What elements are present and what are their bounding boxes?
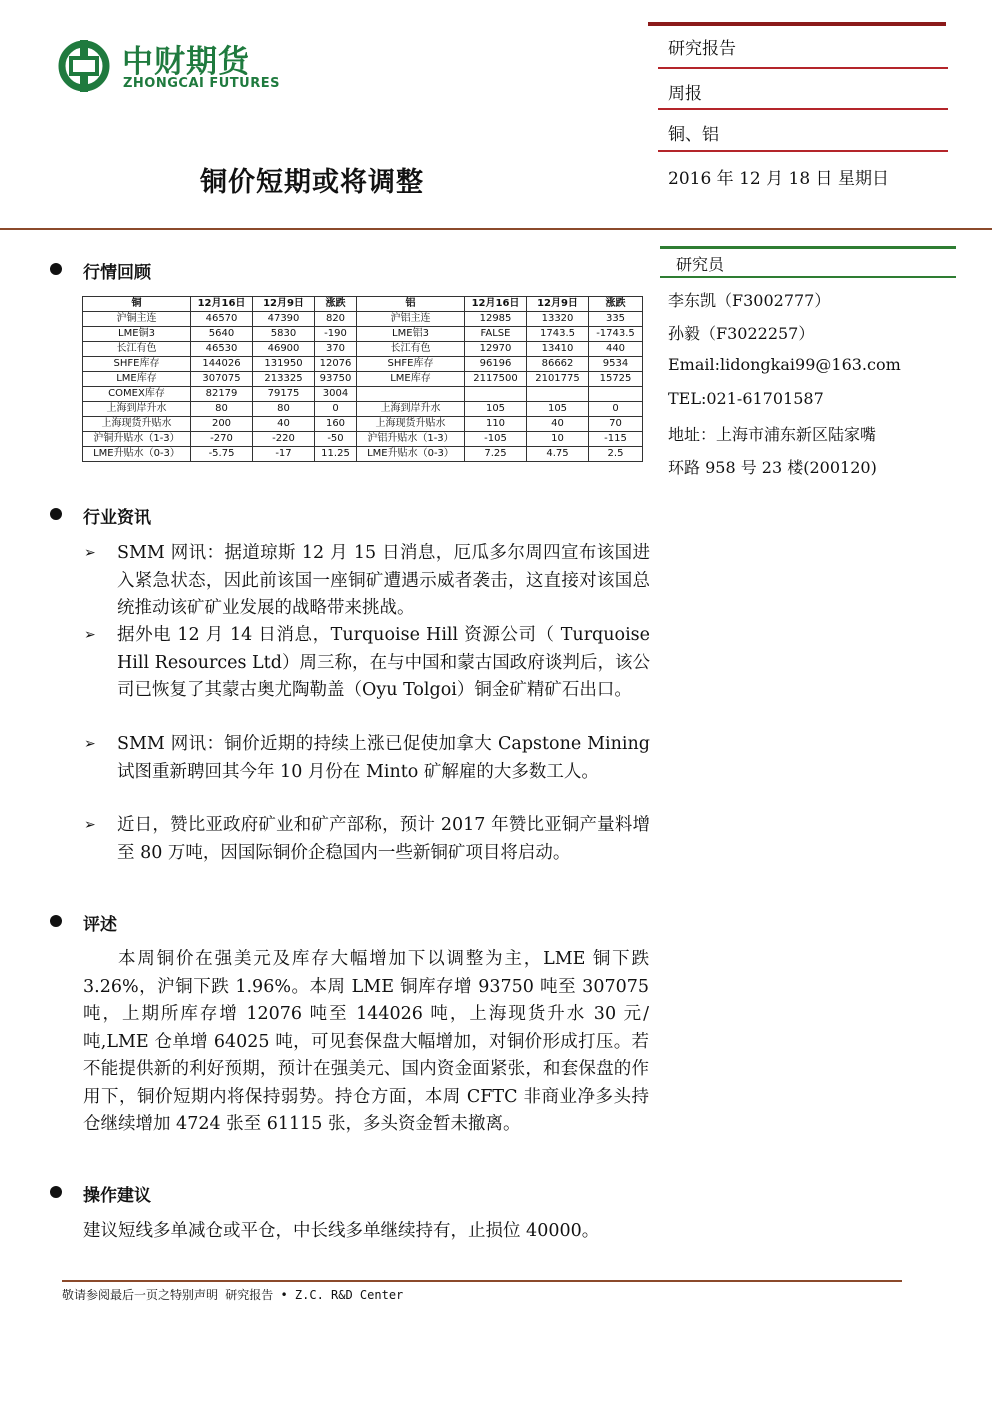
- table-cell: SHFE库存: [357, 357, 465, 372]
- header-divider: [0, 228, 992, 230]
- logo-text-cn: 中财期货: [122, 44, 250, 80]
- report-date: 2016 年 12 月 18 日 星期日: [668, 169, 889, 189]
- table-cell: -1743.5: [589, 327, 643, 342]
- table-cell: 93750: [315, 372, 357, 387]
- table-cell: -270: [191, 432, 253, 447]
- table-cell: 上海现货升贴水: [357, 417, 465, 432]
- section-bullet-icon: [50, 915, 62, 927]
- table-cell: 110: [465, 417, 527, 432]
- table-row: [83, 447, 643, 462]
- table-cell: LME升贴水（0-3）: [357, 447, 465, 462]
- table-cell: 13320: [527, 312, 589, 327]
- table-cell: 46530: [191, 342, 253, 357]
- researcher-email[interactable]: Email:lidongkai99@163.com: [668, 355, 901, 374]
- table-cell: -5.75: [191, 447, 253, 462]
- advice-paragraph: 建议短线多单减仓或平仓，中长线多单继续持有，止损位 40000。: [83, 1221, 600, 1241]
- table-cell: 2.5: [589, 447, 643, 462]
- footer-rule: [62, 1280, 902, 1282]
- news-text: 近日，赞比亚政府矿业和矿产部称，预计 2017 年赞比亚铜产量料增至 80 万吨，因国际铜价企稳国内一些新铜矿项目将启动。: [117, 815, 650, 863]
- researcher-name: 李东凯（F3002777）: [668, 291, 831, 310]
- footer-text: 敬请参阅最后一页之特别声明 研究报告 • Z.C. R&D Center: [62, 1288, 404, 1302]
- logo-text-en: ZHONGCAI FUTURES: [123, 76, 280, 91]
- table-cell: 12985: [465, 312, 527, 327]
- table-cell: -115: [589, 432, 643, 447]
- header-rule: [658, 150, 948, 152]
- researcher-tel: TEL:021-61701587: [668, 389, 824, 408]
- researcher-address: 环路 958 号 23 楼(200120): [668, 458, 877, 477]
- table-cell: 47390: [253, 312, 315, 327]
- table-cell: 40: [253, 417, 315, 432]
- table-cell: 13410: [527, 342, 589, 357]
- table-cell: 沪铜升贴水（1-3）: [83, 432, 191, 447]
- table-cell: 11.25: [315, 447, 357, 462]
- table-cell: 2101775: [527, 372, 589, 387]
- table-cell: 82179: [191, 387, 253, 402]
- table-cell: 46900: [253, 342, 315, 357]
- arrow-bullet-icon: ➢: [84, 545, 96, 561]
- table-cell: 12076: [315, 357, 357, 372]
- table-cell: 长江有色: [357, 342, 465, 357]
- table-cell: 46570: [191, 312, 253, 327]
- section-title-market: 行情回顾: [83, 263, 151, 283]
- section-bullet-icon: [50, 263, 62, 275]
- table-cell: 0: [315, 402, 357, 417]
- section-title-comment: 评述: [83, 915, 117, 935]
- table-cell: LME升贴水（0-3）: [83, 447, 191, 462]
- table-row: [83, 342, 643, 357]
- table-cell: SHFE库存: [83, 357, 191, 372]
- table-cell: COMEX库存: [83, 387, 191, 402]
- news-item: [84, 540, 650, 623]
- table-cell: -220: [253, 432, 315, 447]
- researcher-address: 地址：上海市浦东新区陆家嘴: [668, 425, 877, 444]
- table-cell: LME库存: [357, 372, 465, 387]
- table-cell: 长江有色: [83, 342, 191, 357]
- table-cell: [465, 387, 527, 402]
- table-cell: 7.25: [465, 447, 527, 462]
- researcher-rule: [660, 246, 956, 249]
- table-cell: 105: [527, 402, 589, 417]
- news-item: [84, 731, 650, 786]
- table-cell: LME库存: [83, 372, 191, 387]
- table-cell: 131950: [253, 357, 315, 372]
- table-cell: 70: [589, 417, 643, 432]
- table-cell: 上海现货升贴水: [83, 417, 191, 432]
- report-frequency: 周报: [668, 84, 702, 104]
- table-cell: 沪铝升贴水（1-3）: [357, 432, 465, 447]
- table-cell: 96196: [465, 357, 527, 372]
- table-cell: 200: [191, 417, 253, 432]
- news-text: 据外电 12 月 14 日消息，Turquoise Hill 资源公司（ Turquoise Hill Resources Ltd）周三称，在与中国和蒙古国政府谈判后，该公司已恢复了其蒙古奥尤陶勒盖（Oyu Tolgoi）铜金矿精矿石出口。: [117, 625, 650, 700]
- page-title: 铜价短期或将调整: [200, 167, 424, 198]
- news-item: [84, 622, 650, 705]
- table-cell: 4.75: [527, 447, 589, 462]
- table-row: [83, 387, 643, 402]
- news-text: SMM 网讯：据道琼斯 12 月 15 日消息，厄瓜多尔周四宣布该国进入紧急状态，因此前该国一座铜矿遭遇示威者袭击，这直接对该国总统推动该矿矿业发展的战略带来挑战。: [117, 543, 650, 618]
- table-cell: 5830: [253, 327, 315, 342]
- table-cell: [357, 387, 465, 402]
- table-row: [83, 312, 643, 327]
- table-cell: LME铜3: [83, 327, 191, 342]
- table-cell: -190: [315, 327, 357, 342]
- table-header-row: [83, 297, 643, 312]
- table-cell: 40: [527, 417, 589, 432]
- table-cell: 213325: [253, 372, 315, 387]
- table-header-cell: 12月16日: [465, 297, 527, 312]
- table-cell: 9534: [589, 357, 643, 372]
- table-cell: 307075: [191, 372, 253, 387]
- header-rule: [648, 22, 946, 26]
- company-logo-icon: [58, 38, 114, 94]
- arrow-bullet-icon: ➢: [84, 627, 96, 643]
- table-cell: 3004: [315, 387, 357, 402]
- table-cell: 86662: [527, 357, 589, 372]
- table-cell: 沪铝主连: [357, 312, 465, 327]
- table-header-cell: 12月16日: [191, 297, 253, 312]
- arrow-bullet-icon: ➢: [84, 736, 96, 752]
- table-cell: 5640: [191, 327, 253, 342]
- table-header-cell: 12月9日: [527, 297, 589, 312]
- table-header-cell: 铜: [83, 297, 191, 312]
- table-cell: 105: [465, 402, 527, 417]
- table-cell: -17: [253, 447, 315, 462]
- researcher-heading: 研究员: [676, 255, 725, 274]
- table-header-cell: 涨跌: [315, 297, 357, 312]
- table-row: [83, 402, 643, 417]
- table-cell: LME铝3: [357, 327, 465, 342]
- table-row: [83, 357, 643, 372]
- researcher-name: 孙毅（F3022257）: [668, 324, 815, 343]
- table-cell: 160: [315, 417, 357, 432]
- table-cell: 440: [589, 342, 643, 357]
- arrow-bullet-icon: ➢: [84, 817, 96, 833]
- table-cell: 370: [315, 342, 357, 357]
- table-header-cell: 12月9日: [253, 297, 315, 312]
- news-item: [84, 812, 650, 867]
- table-cell: 上海到岸升水: [83, 402, 191, 417]
- table-row: [83, 432, 643, 447]
- table-cell: 79175: [253, 387, 315, 402]
- table-row: [83, 417, 643, 432]
- table-cell: -50: [315, 432, 357, 447]
- section-title-news: 行业资讯: [83, 508, 151, 528]
- table-cell: 144026: [191, 357, 253, 372]
- table-cell: [527, 387, 589, 402]
- header-rule: [658, 67, 948, 69]
- table-cell: 沪铜主连: [83, 312, 191, 327]
- table-cell: [589, 387, 643, 402]
- report-variety: 铜、铝: [668, 125, 719, 145]
- table-row: [83, 372, 643, 387]
- market-table: [82, 296, 643, 462]
- table-cell: -105: [465, 432, 527, 447]
- table-cell: 10: [527, 432, 589, 447]
- table-cell: 80: [191, 402, 253, 417]
- report-type: 研究报告: [668, 39, 736, 59]
- table-row: [83, 327, 643, 342]
- header-rule: [658, 108, 948, 110]
- table-cell: 1743.5: [527, 327, 589, 342]
- table-header-cell: 涨跌: [589, 297, 643, 312]
- table-cell: 80: [253, 402, 315, 417]
- table-cell: 上海到岸升水: [357, 402, 465, 417]
- section-bullet-icon: [50, 508, 62, 520]
- researcher-rule: [660, 276, 956, 278]
- table-cell: 335: [589, 312, 643, 327]
- table-cell: 12970: [465, 342, 527, 357]
- section-bullet-icon: [50, 1186, 62, 1198]
- news-text: SMM 网讯：铜价近期的持续上涨已促使加拿大 Capstone Mining 试图重新聘回其今年 10 月份在 Minto 矿解雇的大多数工人。: [117, 734, 650, 782]
- table-cell: 2117500: [465, 372, 527, 387]
- table-cell: 0: [589, 402, 643, 417]
- section-title-advice: 操作建议: [83, 1186, 151, 1206]
- table-header-cell: 铝: [357, 297, 465, 312]
- table-cell: 15725: [589, 372, 643, 387]
- table-cell: FALSE: [465, 327, 527, 342]
- comment-paragraph: 本周铜价在强美元及库存大幅增加下以调整为主，LME 铜下跌 3.26%，沪铜下跌 1.96%。本周 LME 铜库存增 93750 吨至 307075 吨，上期所库存增 12076 吨至 144026 吨，上海现货升水 30 元/吨,LME 仓单增 64025 吨，可见套保盘大幅增加，对铜价形成打压。若不能提供新的利好预期，预计在强美元、国内资金面紧张，和套保盘的作用下，铜价短期内将保持弱势。持仓方面，本周 CFTC 非商业净多头持仓继续增加 4724 张至 61115 张，多头资金暂未撤离。: [83, 949, 649, 1134]
- table-cell: 820: [315, 312, 357, 327]
